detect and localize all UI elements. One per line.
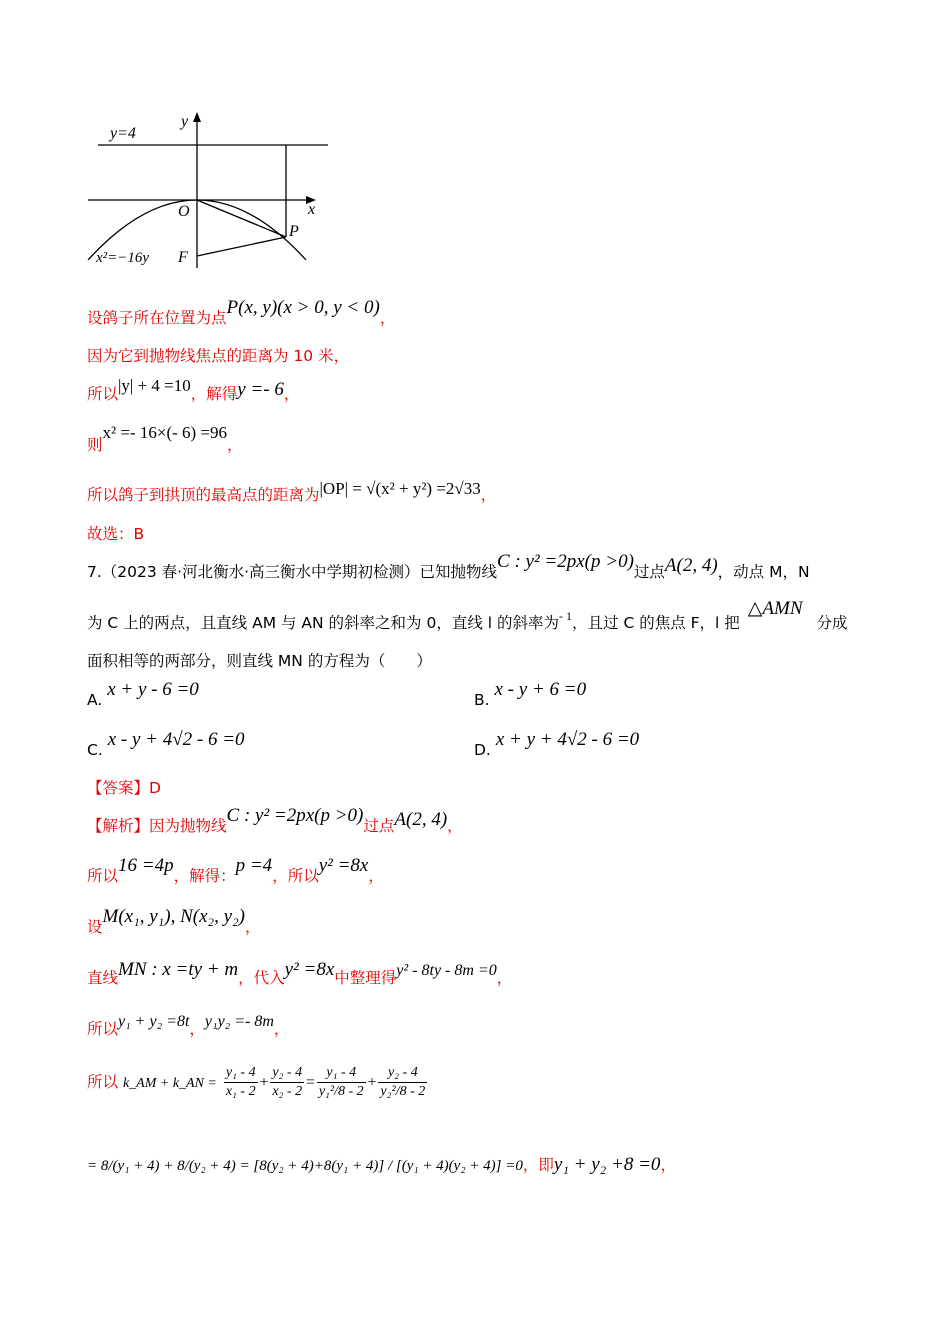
option-a[interactable] bbox=[87, 679, 199, 709]
label-curve: x²=−16y bbox=[96, 250, 150, 266]
text: 过点 bbox=[363, 817, 395, 835]
sol6-line3 bbox=[87, 376, 300, 404]
text: ， bbox=[273, 1020, 290, 1038]
math: y₁ + y₂ +8 =0 bbox=[553, 1154, 661, 1175]
text: 过点 bbox=[633, 563, 665, 581]
text: 中整理得 bbox=[334, 969, 397, 987]
math: - 1 bbox=[559, 609, 573, 623]
option-math: x - y + 4√2 - 6 =0 bbox=[107, 729, 245, 750]
text: ，解得： bbox=[173, 867, 236, 885]
text: ， bbox=[368, 867, 384, 885]
math: |OP| = √(x² + y²) =2√33 bbox=[319, 479, 481, 498]
option-math: x - y + 6 =0 bbox=[494, 679, 587, 700]
math: p =4 bbox=[235, 855, 273, 876]
text: ，且过 C 的焦点 F，l 把 bbox=[572, 614, 740, 632]
fraction-3 bbox=[317, 1064, 366, 1101]
math: C : y² =2px(p >0) bbox=[497, 551, 634, 572]
equals-sign: = bbox=[306, 1074, 315, 1091]
math: C : y² =2px(p >0) bbox=[226, 805, 364, 826]
text: 所以 bbox=[87, 867, 119, 885]
plus-sign: + bbox=[259, 1074, 269, 1091]
math: y₁y₂ =- 8m bbox=[204, 1013, 274, 1030]
math: M(x₁, y₁), N(x₂, y₂) bbox=[102, 906, 245, 927]
text: ，所以 bbox=[272, 867, 319, 885]
numerator: y₂ - 4 bbox=[378, 1064, 427, 1083]
label-p: P bbox=[289, 223, 299, 240]
text: ， bbox=[283, 385, 300, 403]
fraction-1 bbox=[224, 1064, 258, 1101]
math: y² - 8ty - 8m =0 bbox=[396, 962, 497, 979]
math: △AMN bbox=[747, 598, 803, 619]
label-o: O bbox=[178, 203, 190, 220]
math: P(x, y)(x > 0, y < 0) bbox=[226, 297, 380, 318]
text: ， bbox=[379, 309, 396, 327]
option-d[interactable] bbox=[474, 729, 640, 759]
q7-line3: 面积相等的两部分，则直线 MN 的方程为（ ） bbox=[87, 652, 432, 670]
sol6-answer: 故选：B bbox=[87, 525, 145, 543]
text: ，动点 M，N bbox=[717, 563, 810, 581]
option-label: A. bbox=[87, 691, 103, 709]
option-label: B. bbox=[474, 691, 490, 709]
denominator: x₂ - 2 bbox=[272, 1084, 303, 1099]
math: 16 =4p bbox=[118, 855, 174, 876]
plus-sign: + bbox=[367, 1074, 377, 1091]
label-f: F bbox=[178, 249, 188, 266]
numerator: y₂ - 4 bbox=[270, 1064, 304, 1083]
text: ，解得 bbox=[190, 385, 238, 403]
denominator: y₁²/8 - 2 bbox=[318, 1084, 364, 1099]
sol7-step4 bbox=[87, 1013, 290, 1040]
y-axis-arrow bbox=[193, 112, 201, 122]
label-y4: y=4 bbox=[110, 125, 136, 142]
math: y² =8x bbox=[318, 855, 369, 876]
text: ，代入 bbox=[238, 969, 285, 987]
text: 所以 bbox=[87, 1073, 119, 1091]
option-math: x + y - 6 =0 bbox=[107, 679, 199, 700]
text: 所以鸽子到拱顶的最高点的距离为 bbox=[87, 486, 320, 504]
fraction-2 bbox=[270, 1064, 304, 1101]
text: 为 C 上的两点，且直线 AM 与 AN 的斜率之和为 0，直线 l 的斜率为 bbox=[87, 614, 560, 632]
math: A(2, 4) bbox=[664, 555, 718, 576]
math: |y| + 4 =10 bbox=[118, 376, 191, 395]
label-y: y bbox=[181, 113, 189, 130]
denominator: x₁ - 2 bbox=[225, 1084, 256, 1099]
text: ， bbox=[189, 1020, 205, 1038]
sol7-step1 bbox=[87, 855, 384, 886]
text: 所以 bbox=[87, 385, 119, 403]
text: 所以 bbox=[87, 1020, 119, 1038]
text: 【解析】因为抛物线 bbox=[87, 817, 227, 835]
text: ，即 bbox=[522, 1156, 554, 1174]
sol6-line2: 因为它到抛物线焦点的距离为 10 米， bbox=[87, 347, 350, 365]
text: 设鸽子所在位置为点 bbox=[87, 309, 227, 327]
segment-fp bbox=[197, 237, 286, 256]
text: ， bbox=[480, 486, 497, 504]
segment-op bbox=[197, 200, 286, 237]
option-label: D. bbox=[474, 741, 491, 759]
sol6-line4 bbox=[87, 423, 243, 455]
numerator: y₁ - 4 bbox=[224, 1064, 258, 1083]
option-b[interactable] bbox=[474, 679, 587, 709]
text: ， bbox=[227, 436, 243, 454]
q7-line2 bbox=[87, 598, 848, 634]
text: 分成 bbox=[816, 614, 848, 632]
text: 直线 bbox=[87, 969, 119, 987]
option-math: x + y + 4√2 - 6 =0 bbox=[495, 729, 640, 750]
text: 则 bbox=[87, 436, 103, 454]
sol7-step3 bbox=[87, 959, 513, 989]
sol7-step6 bbox=[87, 1155, 676, 1176]
math: MN : x =ty + m bbox=[118, 959, 239, 980]
math: y² =8x bbox=[284, 959, 335, 980]
sol7-analysis bbox=[87, 805, 463, 836]
math: k_AM + k_AN = bbox=[122, 1076, 217, 1091]
math: x² =- 16×(- 6) =96 bbox=[102, 423, 228, 442]
option-c[interactable] bbox=[87, 729, 245, 759]
math: y₁ + y₂ =8t bbox=[118, 1013, 190, 1030]
q7-line1 bbox=[87, 551, 810, 582]
text: ， bbox=[447, 817, 463, 835]
text: ， bbox=[244, 918, 261, 936]
sol7-step2 bbox=[87, 906, 261, 937]
text: 7.（2023 春·河北衡水·高三衡水中学期初检测）已知抛物线 bbox=[87, 563, 498, 581]
denominator: y₂²/8 - 2 bbox=[380, 1084, 426, 1099]
option-label: C. bbox=[87, 741, 103, 759]
numerator: y₁ - 4 bbox=[317, 1064, 366, 1083]
label-x: x bbox=[308, 201, 316, 218]
parabola-figure bbox=[84, 108, 334, 273]
sol6-line1 bbox=[87, 297, 396, 328]
sol7-step5 bbox=[87, 1052, 429, 1114]
text: ， bbox=[496, 969, 513, 987]
text: 设 bbox=[87, 918, 103, 936]
math: = 8/(y₁ + 4) + 8/(y₂ + 4) = [8(y₂ + 4)+8(y₁ + 4)] / [(y₁ + 4)(y₂ + 4)] =0 bbox=[87, 1158, 523, 1174]
sol7-answer: 【答案】D bbox=[87, 779, 161, 797]
fraction-4 bbox=[378, 1064, 427, 1101]
math: y =- 6 bbox=[237, 379, 284, 400]
text: ， bbox=[660, 1156, 676, 1174]
sol6-line5 bbox=[87, 479, 497, 505]
math: A(2, 4) bbox=[394, 809, 448, 830]
